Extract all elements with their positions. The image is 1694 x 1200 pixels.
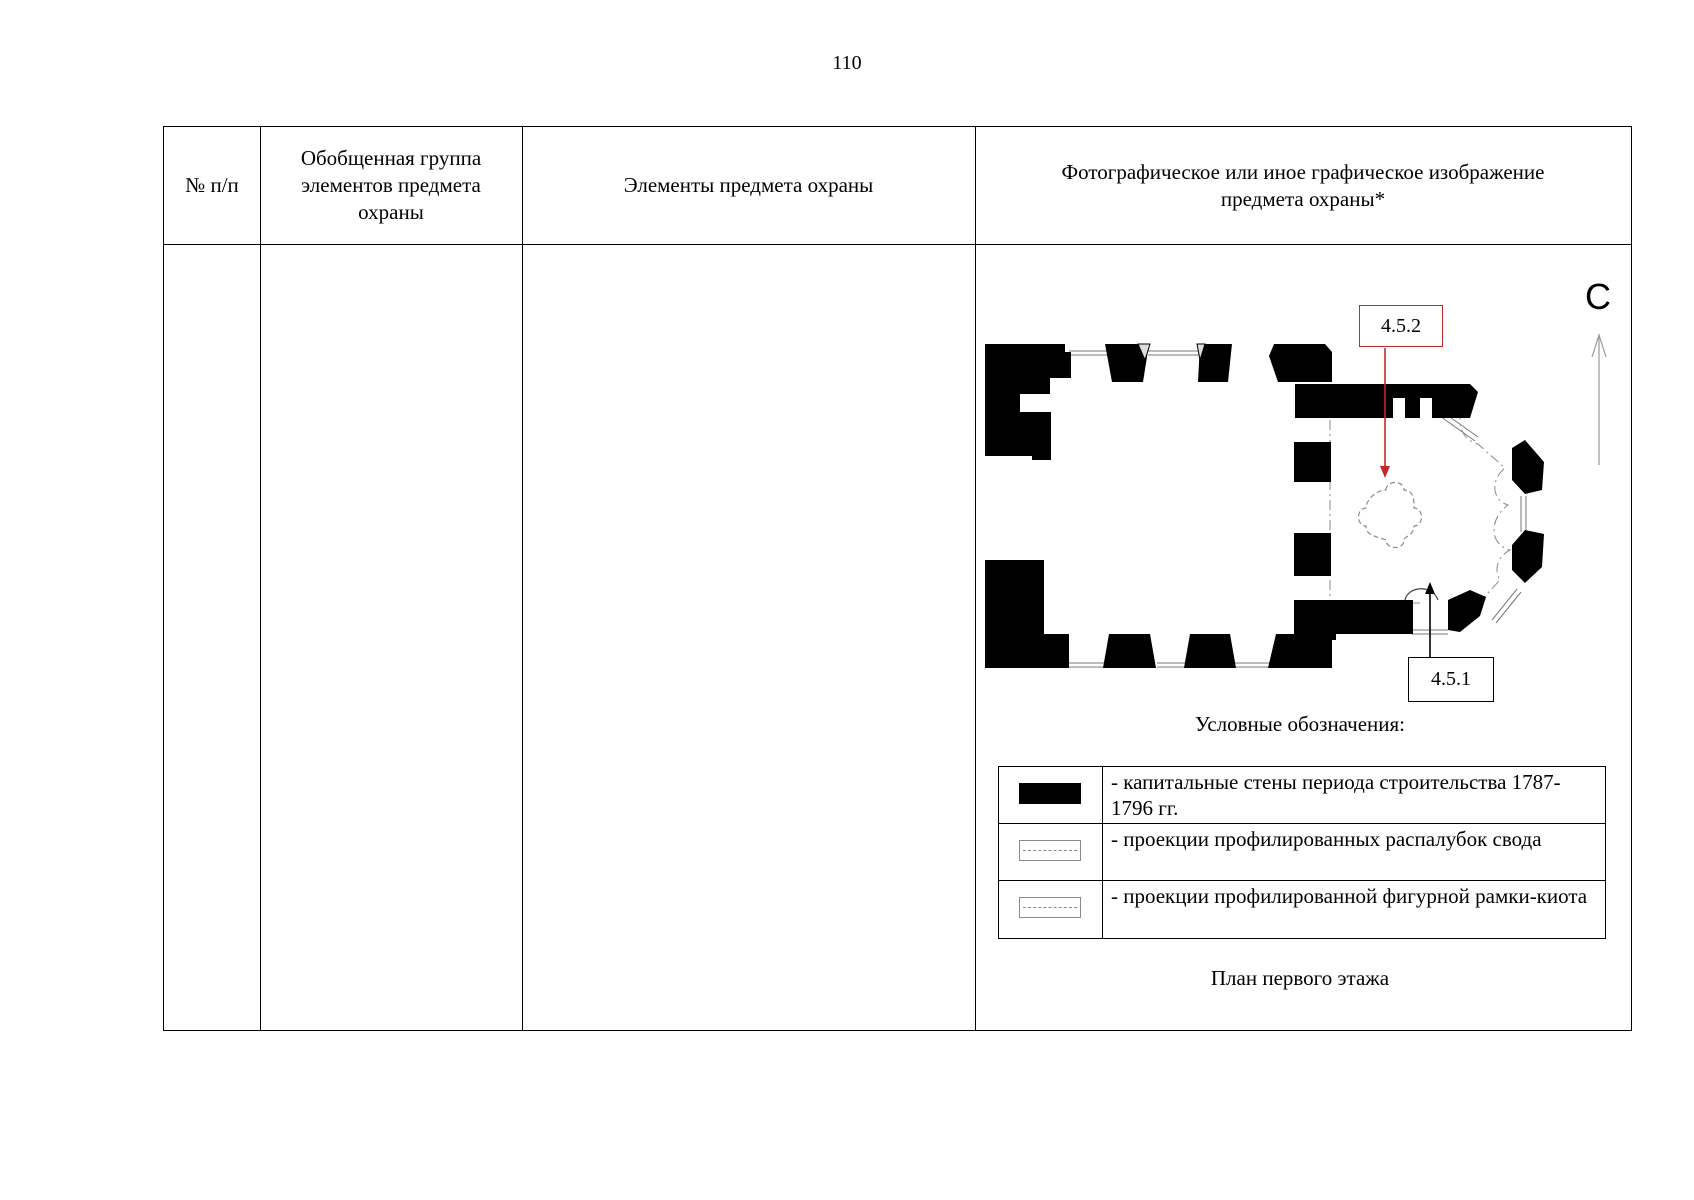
dash-dot-symbol	[1019, 840, 1081, 861]
header-number: № п/п	[185, 173, 239, 197]
legend-symbol-cell	[999, 881, 1103, 938]
north-label: С	[1585, 276, 1611, 317]
callout-upper: 4.5.2	[1359, 305, 1443, 347]
legend-text: - капитальные стены периода строительства 1787-1796 гг.	[1111, 770, 1561, 820]
callout-lower: 4.5.1	[1408, 657, 1494, 702]
header-group: Обобщенная группа элементов предмета охраны	[300, 146, 482, 224]
legend-title: Условные обозначения:	[1194, 712, 1406, 736]
solid-wall-symbol	[1019, 783, 1081, 804]
legend-row	[999, 767, 1605, 824]
dashed-symbol	[1019, 897, 1081, 918]
north-arrow	[1592, 335, 1606, 465]
wall-arrow-head	[1425, 582, 1435, 594]
hatched-piers	[1138, 344, 1205, 360]
header-elements: Элементы предмета охраны	[623, 173, 874, 197]
legend-row	[999, 881, 1605, 938]
legend-table	[998, 766, 1606, 939]
legend-symbol-cell	[999, 767, 1103, 823]
legend-row	[999, 824, 1605, 881]
legend-text: - проекции профилированной фигурной рамки-киота	[1111, 884, 1588, 908]
kiot-frame	[1359, 483, 1422, 548]
header-image: Фотографическое или иное графическое изображение предмета охраны*	[1061, 159, 1545, 211]
legend-text: - проекции профилированных распалубок свода	[1111, 827, 1542, 851]
plan-caption: План первого этажа	[1210, 966, 1390, 990]
vault-projections	[1330, 410, 1510, 625]
page-number: 110	[832, 52, 862, 74]
frame-arrow-head	[1380, 466, 1390, 478]
capital-walls	[985, 344, 1544, 668]
legend-symbol-cell	[999, 824, 1103, 880]
